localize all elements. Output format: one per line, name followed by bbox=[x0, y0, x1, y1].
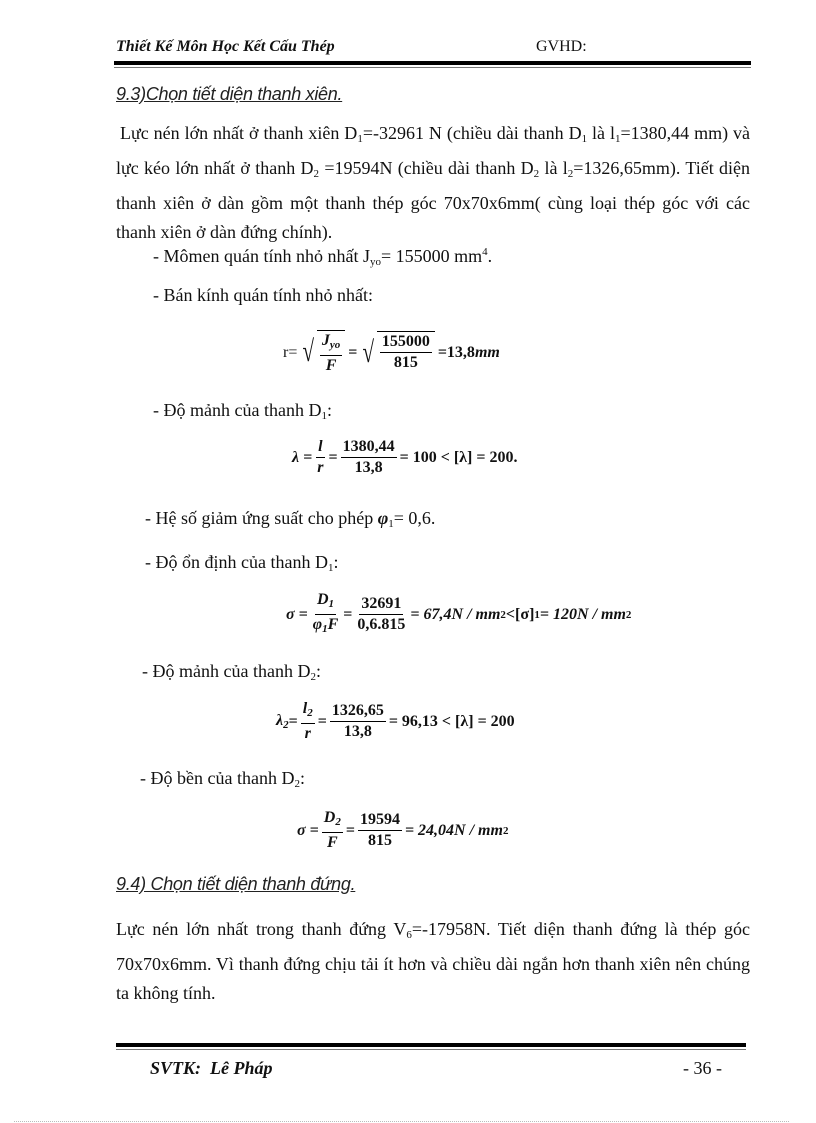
section-title-9-3: 9.3)Chọn tiết diện thanh xiên. bbox=[116, 84, 343, 104]
footer-author: SVTK: Lê Pháp bbox=[150, 1058, 273, 1078]
radius-of-gyration-item: - Bán kính quán tính nhỏ nhất: bbox=[153, 285, 373, 305]
stability-d1-item: - Độ ổn định của thanh $D_1$: bbox=[145, 552, 339, 574]
slenderness-d1-formula: λ = $\frac{l}{r}$ = $\frac{1380,44}{13,8}$ = 100 < [λ] = 200. bbox=[292, 438, 518, 476]
slenderness-d2-formula: $\lambda_2$ = $\frac{l_2}{r}$ = $\frac{1326,65}{13,8}$ = 96,13 < [λ] = 200 bbox=[276, 700, 515, 742]
intro-paragraph: Lực nén lớn nhất ở thanh xiên $D_1=-32961$ N (chiều dài thanh $D_1$ là $l_1=1380,44$ mm) và lực kéo lớn nhất ở thanh $D_2 =19594N$ (chiều dài thanh $D_2$ là $l_2=1326,65mm$). Tiết diện thanh xiên ở dàn gồm một thanh thép góc 70x70x6mm( cùng loại thép góc với các thanh xiên ở dàn đứng chính). bbox=[116, 123, 750, 242]
strength-d2-formula: σ = $\frac{D_2}{F}$ = $\frac{19594}{815}$ = 24,04N / mm 2 bbox=[297, 809, 509, 851]
footer-rule-thin bbox=[116, 1049, 746, 1050]
header-gvhd: GVHD: bbox=[536, 38, 587, 55]
header-rule bbox=[114, 61, 751, 65]
slenderness-d2-item: - Độ mảnh của thanh $D_2$: bbox=[142, 661, 321, 683]
stability-d1-formula: σ = $\frac{D_1}{\varphi_1F}$ = $\frac{32691}{0,6.815}$ = 67,4N / mm 2 <[σ] 1 = 120N / mm 2 bbox=[286, 591, 632, 635]
moment-of-inertia-item: - Mômen quán tính nhỏ nhất $J_{yo}= 155000$ $mm^4$. bbox=[153, 246, 493, 268]
stress-reduction-item: - Hệ số giảm ứng suất cho phép $\varphi_1= 0,6$. bbox=[145, 508, 436, 530]
header-title: Thiết Kế Môn Học Kết Cấu Thép bbox=[116, 38, 335, 55]
section-9-4-paragraph: Lực nén lớn nhất trong thanh đứng $V_6=-17958N$. Tiết diện thanh đứng là thép góc 70x70x6mm. Vì thanh đứng chịu tải ít hơn và chiều dài ngắn hơn thanh xiên nên chúng ta không tính. bbox=[116, 919, 750, 1003]
page-number: - 36 - bbox=[683, 1058, 722, 1078]
radius-formula: r= √ $\frac{J_{yo}}{F}$ = √ $\frac{155000}{815}$ =13,8 mm bbox=[283, 332, 500, 374]
strength-d2-item: - Độ bền của thanh $D_2$: bbox=[140, 768, 305, 790]
section-title-9-4: 9.4) Chọn tiết diện thanh đứng. bbox=[116, 874, 356, 894]
page-edge bbox=[14, 1121, 789, 1122]
footer-rule bbox=[116, 1043, 746, 1047]
slenderness-d1-item: - Độ mảnh của thanh $D_1$: bbox=[153, 400, 332, 422]
header-rule-thin bbox=[114, 67, 751, 68]
